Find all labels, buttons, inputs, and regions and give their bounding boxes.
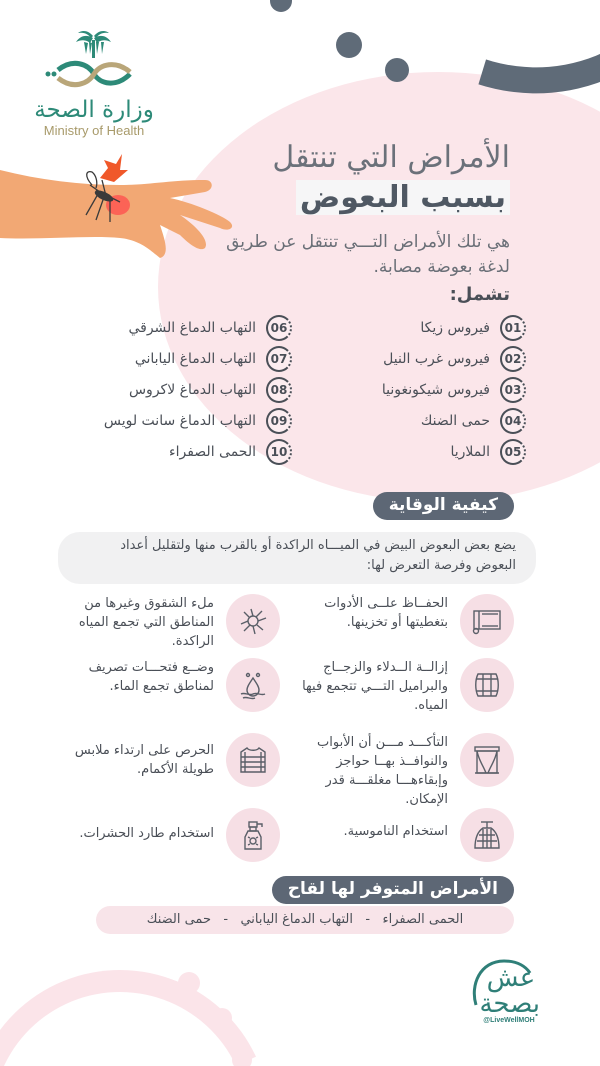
- vaccines-list: الحمى الصفراء - التهاب الدماغ الياباني - حمى الضنك: [96, 906, 514, 934]
- disease-name: التهاب الدماغ سانت لويس: [103, 412, 256, 429]
- decorative-dot: [232, 1050, 252, 1066]
- prevention-text: وضــع فتحـــات تصريف لمناطق تجمع الماء.: [88, 660, 214, 694]
- disease-list-left: [104, 312, 292, 467]
- page-title-line1: الأمراض التي تنتقل: [272, 140, 510, 175]
- disease-item: [104, 405, 292, 436]
- prevention-item: [298, 733, 514, 809]
- number-badge: 09: [266, 408, 292, 434]
- livewell-arc-icon: [468, 955, 550, 1019]
- prevention-item: [64, 594, 280, 651]
- prevention-text: الحفــاظ علــى الأدوات بتغطيتها أو تخزينها.: [324, 596, 448, 630]
- decorative-dot: [336, 32, 362, 58]
- hand-mosquito-illustration-icon: [0, 140, 240, 270]
- disease-item: [104, 374, 292, 405]
- disease-item: [382, 343, 526, 374]
- prevention-text: ملء الشقوق وغيرها من المناطق التي تجمع المياه الراكدة.: [78, 596, 214, 649]
- prevention-item: [64, 658, 280, 712]
- disease-name: التهاب الدماغ الشرقي: [128, 319, 256, 336]
- disease-name: التهاب الدماغ لاكروس: [128, 381, 256, 398]
- disease-name: حمى الضنك: [420, 412, 490, 429]
- decorative-arc-bottom: [0, 928, 312, 1066]
- decorative-dot: [385, 58, 409, 82]
- water-drain-icon: [226, 658, 280, 712]
- disease-item: [104, 436, 292, 467]
- insect-repellent-icon: [226, 808, 280, 862]
- intro-text: هي تلك الأمراض التـــي تنتقل عن طريق لدغة بعوضة مصابة.: [226, 232, 510, 277]
- ministry-name-arabic: وزارة الصحة: [34, 97, 154, 123]
- prevention-item: [298, 594, 514, 648]
- page-title-line2: بسبب البعوض: [296, 180, 510, 215]
- prevention-item: [298, 658, 514, 715]
- number-badge: 02: [500, 346, 526, 372]
- livewell-handle: @LiveWellMOH: [483, 1017, 535, 1024]
- disease-item: [382, 374, 526, 405]
- prevention-text: استخدام طارد الحشرات.: [79, 826, 214, 841]
- disease-item: [104, 343, 292, 374]
- decorative-dot: [270, 0, 292, 12]
- number-badge: 07: [266, 346, 292, 372]
- palm-swords-emblem-icon: [28, 30, 160, 92]
- window-curtain-icon: [460, 733, 514, 787]
- prevention-item: [298, 808, 514, 862]
- number-badge: 01: [500, 315, 526, 341]
- tarp-cover-icon: [460, 594, 514, 648]
- disease-name: الحمى الصفراء: [169, 443, 256, 460]
- disease-list-right: [382, 312, 526, 467]
- ministry-name-english: Ministry of Health: [43, 123, 145, 139]
- mosquito-net-icon: [460, 808, 514, 862]
- barrel-icon: [460, 658, 514, 712]
- prevention-text: إزالــة الــدلاء والزجــاج والبراميل التـــي تتجمع فيها المياه.: [302, 660, 448, 713]
- disease-item: [382, 312, 526, 343]
- crack-icon: [226, 594, 280, 648]
- decorative-dot: [212, 1008, 232, 1028]
- ministry-logo: [28, 30, 160, 138]
- prevention-text: الحرص على ارتداء ملابس طويلة الأكمام.: [74, 743, 214, 777]
- disease-name: فيروس غرب النيل: [383, 350, 490, 367]
- prevention-text: التأكـــد مـــن أن الأبواب والنوافــذ بهــا حواجز وإبقاءهـــا مغلقـــة قدر الإمكان.: [317, 735, 448, 807]
- vaccines-header: الأمراض المتوفر لها لقاح: [272, 876, 514, 904]
- prevention-header: كيفية الوقاية: [373, 492, 514, 520]
- number-badge: 08: [266, 377, 292, 403]
- disease-name: الملاريا: [450, 443, 490, 460]
- livewell-brand-arabic: عش بصحة: [479, 963, 540, 1019]
- number-badge: 03: [500, 377, 526, 403]
- disease-item: [104, 312, 292, 343]
- prevention-note: يضع بعض البعوض البيض في الميـــاه الراكدة أو بالقرب منها ولتقليل أعداد البعوض وفرصة التعرض لها:: [58, 532, 536, 584]
- prevention-item: [64, 808, 280, 862]
- disease-name: فيروس زيكا: [420, 319, 490, 336]
- disease-name: التهاب الدماغ الياباني: [134, 350, 256, 367]
- long-sleeve-shirt-icon: [226, 733, 280, 787]
- disease-item: [382, 405, 526, 436]
- number-badge: 10: [266, 439, 292, 465]
- includes-label: تشمل:: [449, 284, 510, 305]
- prevention-text: استخدام الناموسية.: [343, 824, 448, 839]
- decorative-dot: [178, 972, 200, 994]
- disease-item: [382, 436, 526, 467]
- prevention-item: [64, 733, 280, 787]
- number-badge: 06: [266, 315, 292, 341]
- disease-name: فيروس شيكونغونيا: [381, 381, 490, 398]
- number-badge: 05: [500, 439, 526, 465]
- number-badge: 04: [500, 408, 526, 434]
- livewell-logo: [468, 955, 550, 1024]
